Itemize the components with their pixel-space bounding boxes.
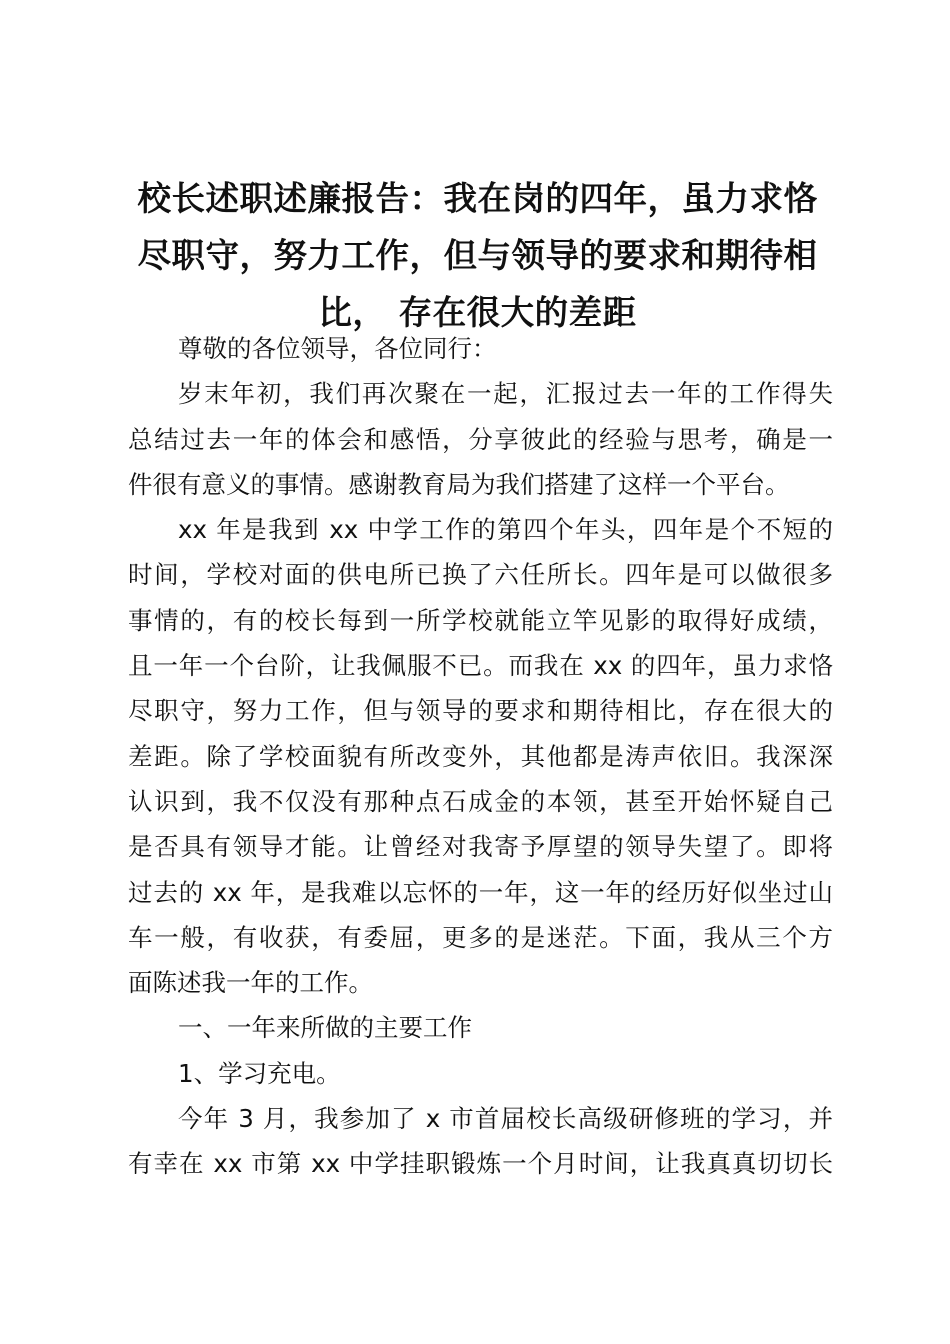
body-line: 今年 3 月，我参加了 x 市首届校长高级研修班的学习，并 [178,1104,833,1134]
body-line: 且一年一个台阶，让我佩服不已。而我在 xx 的四年，虽力求恪 [128,651,833,681]
body-line: 尽职守，努力工作，但与领导的要求和期待相比，存在很大的 [128,696,833,726]
body-line: 是否具有领导才能。让曾经对我寄予厚望的领导失望了。即将 [128,832,833,862]
body-line: 面陈述我一年的工作。 [128,968,373,998]
body-line: 认识到，我不仅没有那种点石成金的本领，甚至开始怀疑自己 [128,786,833,816]
body-line: 事情的，有的校长每到一所学校就能立竿见影的取得好成绩， [128,605,833,635]
title-line: 比， 存在很大的差距 [318,293,637,332]
title-line: 校长述职述廉报告：我在岗的四年，虽力求恪 [137,179,818,218]
document-body [128,326,833,1187]
document-title [120,170,835,341]
body-line: 件很有意义的事情。感谢教育局为我们搭建了这样一个平台。 [128,469,790,499]
salutation: 尊敬的各位领导，各位同行： [178,334,497,363]
body-line: 有幸在 xx 市第 xx 中学挂职锻炼一个月时间，让我真真切切长 [128,1149,833,1179]
body-line: 车一般，有收获，有委屈，更多的是迷茫。下面，我从三个方 [128,922,833,952]
subsection-heading: 1、学习充电。 [178,1058,341,1088]
body-line: 过去的 xx 年，是我难以忘怀的一年，这一年的经历好似坐过山 [128,877,833,907]
body-line: 总结过去一年的体会和感悟，分享彼此的经验与思考，确是一 [128,424,833,454]
body-line: 时间，学校对面的供电所已换了六任所长。四年是可以做很多 [128,560,833,590]
title-line: 尽职守，努力工作，但与领导的要求和期待相 [137,236,818,275]
body-line: xx 年是我到 xx 中学工作的第四个年头，四年是个不短的 [178,515,833,545]
section-heading: 一、一年来所做的主要工作 [178,1013,472,1043]
body-line: 差距。除了学校面貌有所改变外，其他都是涛声依旧。我深深 [128,741,833,771]
body-line: 岁末年初，我们再次聚在一起，汇报过去一年的工作得失 [178,379,833,409]
